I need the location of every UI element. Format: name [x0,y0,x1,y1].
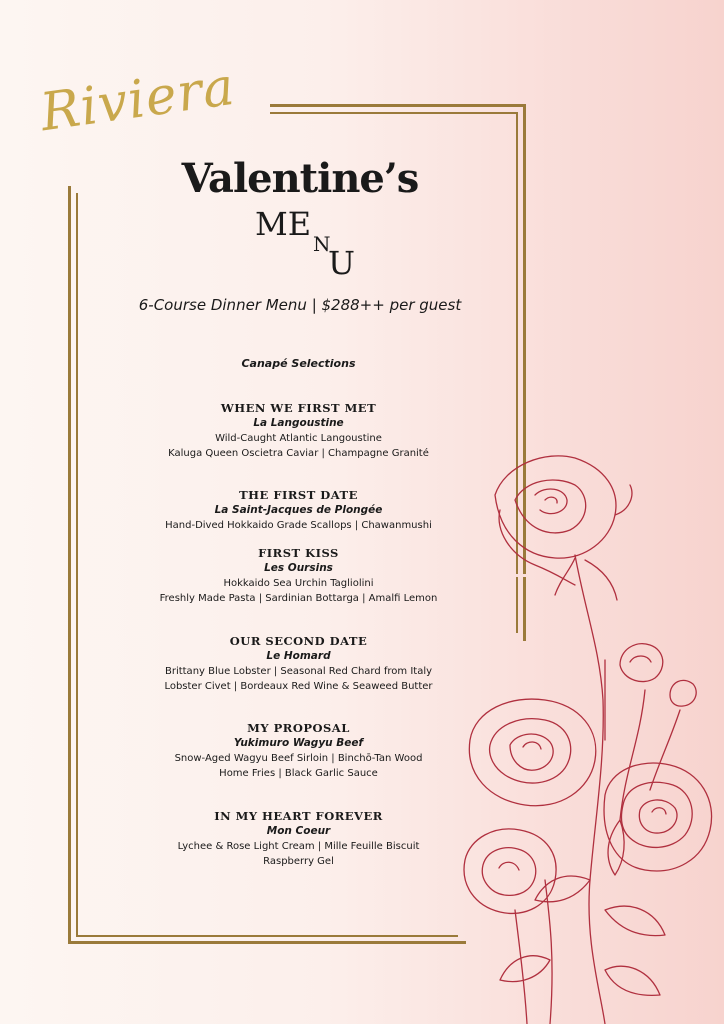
course-description: Snow-Aged Wagyu Beef Sirloin | Binchō-Tan Wood [174,753,423,764]
course-description: Home Fries | Black Garlic Sauce [219,768,378,779]
page-title: Valentine’s [181,155,419,202]
course-description: Hand-Dived Hokkaido Grade Scallops | Chawanmushi [165,520,432,531]
course-heading: OUR SECOND DATE [229,634,368,648]
course-description: Hokkaido Sea Urchin Tagliolini [223,578,374,589]
menu-subtitle: 6-Course Dinner Menu | $288++ per guest [138,296,462,314]
menu-word-me: ME [255,205,312,243]
course-heading: FIRST KISS [258,546,339,560]
course-description: Kaluga Queen Oscietra Caviar | Champagne Granité [168,448,429,459]
course-dish: Mon Coeur [266,825,331,837]
course-dish: Les Oursins [264,562,333,574]
course-description: Lobster Civet | Bordeaux Red Wine & Seaweed Butter [164,681,433,692]
course-description: Raspberry Gel [263,856,334,867]
rose-bouquet-illustration [455,440,724,1024]
menu-word-n: N [313,232,331,256]
course-description: Lychee & Rose Light Cream | Mille Feuille Biscuit [177,841,420,852]
course-description: Wild-Caught Atlantic Langoustine [215,433,382,444]
course-dish: La Saint-Jacques de Plongée [214,504,383,516]
course-description: Freshly Made Pasta | Sardinian Bottarga | Amalfi Lemon [159,593,438,604]
course-dish: Le Homard [266,650,331,662]
course-heading: THE FIRST DATE [239,488,358,502]
course-description: Brittany Blue Lobster | Seasonal Red Chard from Italy [164,666,433,677]
canape-selections: Canapé Selections [241,357,356,370]
course-heading: WHEN WE FIRST MET [220,401,377,415]
course-dish: La Langoustine [253,417,344,429]
menu-word-u: U [328,244,355,282]
riviera-logo: Riviera [36,56,239,144]
course-heading: MY PROPOSAL [247,721,350,735]
course-dish: Yukimuro Wagyu Beef [233,737,364,749]
course-heading: IN MY HEART FOREVER [214,809,383,823]
